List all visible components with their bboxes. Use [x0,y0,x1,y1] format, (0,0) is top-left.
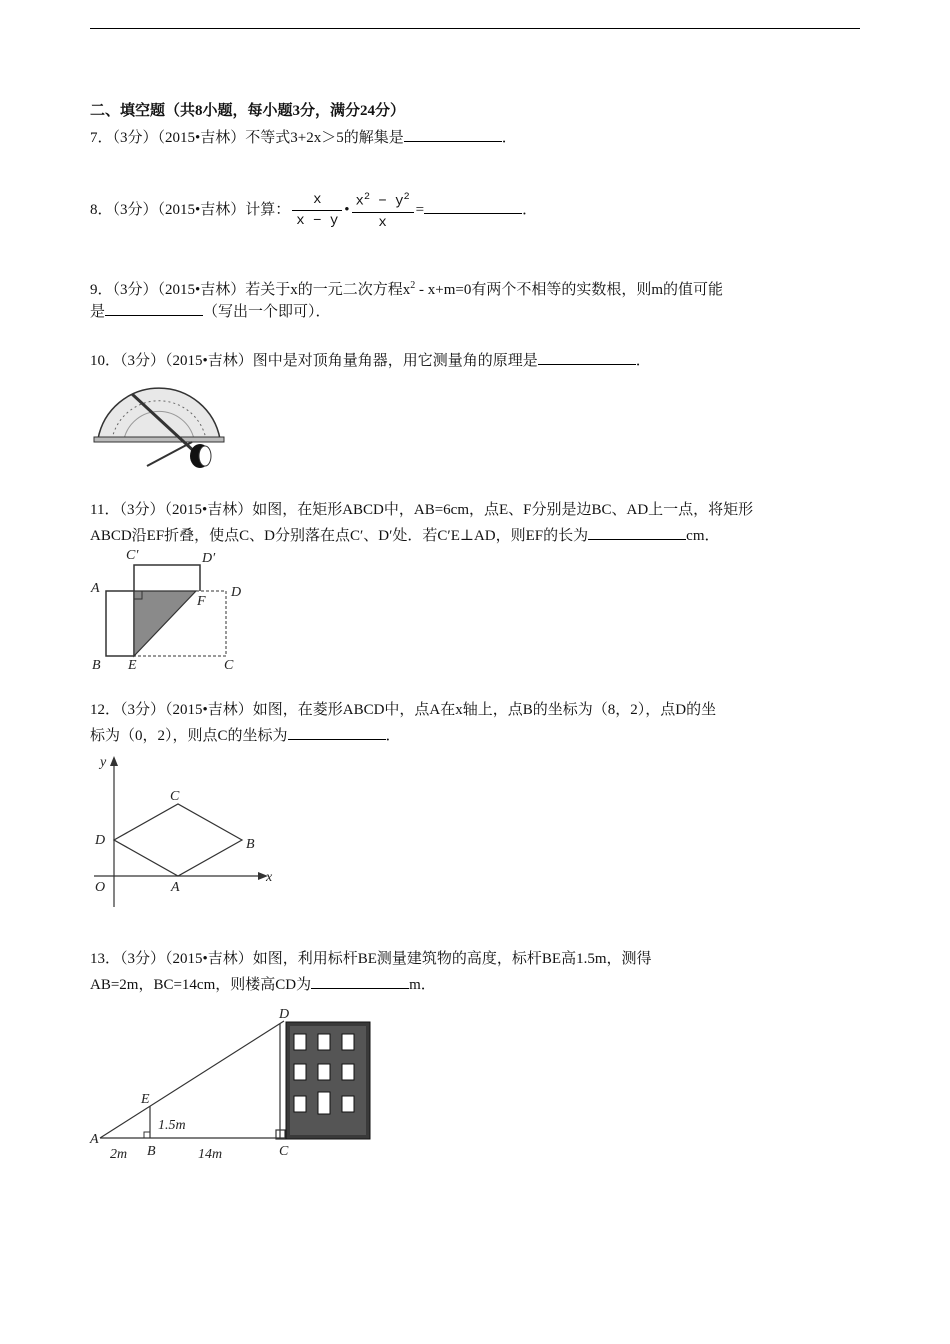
fig13-label-b: B [147,1144,156,1159]
q8-suffix: ． [522,201,538,218]
fig13-label-c: C [279,1144,289,1159]
fig13-label-a: A [90,1132,99,1147]
q8-fraction-2 [352,188,414,233]
fig13-label-bc: 14m [198,1147,223,1162]
q9-answer-blank[interactable] [105,301,203,316]
q8-frac1-denominator: x − y [296,212,339,229]
q8-equals: = [415,201,425,218]
fig13-label-ab: 2m [110,1147,128,1162]
q11-answer-blank[interactable] [588,525,686,540]
q8-frac2-denominator: x [378,214,387,231]
question-12-line-2 [90,725,401,746]
question-9-line-1 [90,276,723,300]
q8-text: 8．（3分）（2015•吉林）计算： [90,201,291,218]
q13-answer-blank[interactable] [311,974,409,989]
fig11-label-a: A [91,581,100,596]
building-height-figure [88,1004,378,1169]
question-8 [90,188,537,233]
question-10 [90,350,651,371]
question-11-line-1: 11．（3分）（2015•吉林）如图，在矩形ABCD中，AB=6cm，点E、F分别是边BC、AD上一点，将矩形 [90,502,754,518]
fig13-label-d: D [279,1007,290,1022]
fig13-label-e: E [141,1092,150,1107]
q7-answer-blank[interactable] [404,127,502,142]
fig11-label-f: F [197,594,206,609]
q9-line2-prefix: 是 [90,304,106,320]
q8-dot: • [344,201,350,218]
q8-answer-blank[interactable] [424,199,522,214]
header-rule [90,28,860,29]
fig12-label-c: C [170,789,180,804]
q13-line2-suffix: m． [409,977,436,993]
q8-frac2-num-a: x [355,193,364,210]
fig12-label-x: x [266,870,273,885]
q12-line2-prefix: 标为（0，2），则点C的坐标为 [90,728,288,744]
fig13-label-height: 1.5m [158,1118,186,1133]
q10-suffix: ． [635,353,651,369]
question-7 [90,127,517,148]
q9-sup: 2 [410,280,416,291]
question-11-line-2 [90,525,719,546]
question-13-line-2 [90,974,436,995]
fig11-label-d-prime: D′ [202,551,216,566]
q8-frac1-numerator: x [292,190,342,211]
rectangle-fold-figure [88,545,248,675]
q8-frac2-num-b: − y [369,193,404,210]
rhombus-coordinate-figure [88,752,288,912]
fig11-label-e: E [128,658,137,673]
q12-answer-blank[interactable] [288,725,386,740]
fig12-label-b: B [246,837,255,852]
section-title: 二、填空题（共8小题，每小题3分，满分24分） [90,103,406,119]
fig12-label-o: O [95,880,106,895]
q8-fraction-1 [292,190,342,231]
question-13-line-1: 13．（3分）（2015•吉林）如图，利用标杆BE测量建筑物的高度，标杆BE高1.5m，测得 [90,951,652,967]
q10-answer-blank[interactable] [538,350,636,365]
q11-line2-prefix: ABCD沿EF折叠，使点C、D分别落在点C′、D′处．若C′E⊥AD，则EF的长为 [90,528,589,544]
fig11-label-d: D [231,585,242,600]
protractor-figure [92,384,227,474]
q9-text-b: - x+m=0有两个不相等的实数根，则m的值可能 [415,282,724,298]
q10-text: 10．（3分）（2015•吉林）图中是对顶角量角器，用它测量角的原理是 [90,353,538,369]
q7-suffix: ． [501,130,517,146]
q8-frac2-sup1: 2 [363,192,370,203]
fig11-label-c-prime: C′ [126,548,139,563]
q9-text-a: 9．（3分）（2015•吉林）若关于x的一元二次方程x [90,282,411,298]
q7-text: 7．（3分）（2015•吉林）不等式3+2x＞5的解集是 [90,130,404,146]
q11-line2-suffix: cm． [686,528,720,544]
q8-frac2-numerator [352,188,414,213]
question-9-line-2 [90,301,331,322]
fig11-label-b: B [92,658,101,673]
fig12-label-a: A [171,880,180,895]
q12-line2-suffix: ． [385,728,401,744]
q13-line2-prefix: AB=2m，BC=14cm，则楼高CD为 [90,977,312,993]
fig12-label-y: y [100,755,107,770]
q9-line2-suffix: （写出一个即可）． [203,304,331,320]
fig12-label-d: D [95,833,106,848]
fig11-label-c: C [224,658,234,673]
question-12-line-1: 12．（3分）（2015•吉林）如图，在菱形ABCD中，点A在x轴上，点B的坐标为（8，2），点D的坐 [90,702,717,718]
q8-frac2-sup2: 2 [403,192,410,203]
